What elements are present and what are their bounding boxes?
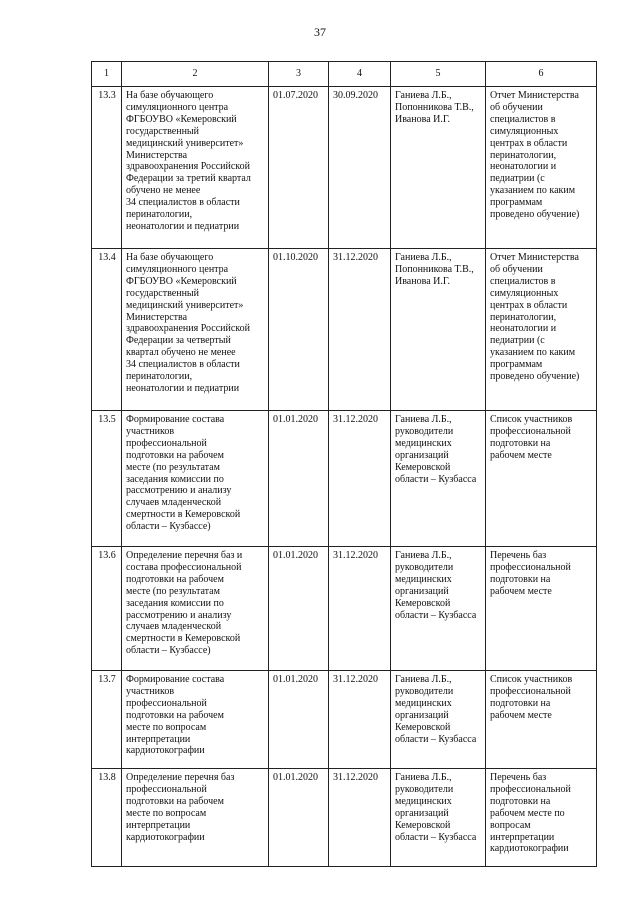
page-number: 37 <box>314 25 326 39</box>
row-end-date: 30.09.2020 <box>329 87 391 249</box>
row-result: Отчет Министерства об обучении специалистов в симуляционных центрах в области перинатологии, неонатологии и педиатрии (с указанием по каким программам проведено обучение) <box>486 249 597 411</box>
row-start-date: 01.01.2020 <box>269 671 329 769</box>
row-end-date: 31.12.2020 <box>329 769 391 867</box>
row-start-date: 01.01.2020 <box>269 547 329 671</box>
row-result: Список участников профессиональной подготовки на рабочем месте <box>486 671 597 769</box>
row-responsible: Ганиева Л.Б., Попонникова Т.В., Иванова И.Г. <box>391 87 486 249</box>
row-number: 13.5 <box>92 411 122 547</box>
table-row <box>92 671 597 769</box>
row-start-date: 01.01.2020 <box>269 411 329 547</box>
row-description: На базе обучающего симуляционного центра ФГБОУВО «Кемеровский государственный медицинский университет» Министерства здравоохранения Российской Федерации за третий квартал обучено не менее 34 специалистов в области перинатологии, неонатологии и педиатрии <box>122 87 269 249</box>
row-start-date: 01.01.2020 <box>269 769 329 867</box>
column-header: 4 <box>329 62 391 87</box>
row-result: Список участников профессиональной подготовки на рабочем месте <box>486 411 597 547</box>
row-result: Перечень баз профессиональной подготовки на рабочем месте <box>486 547 597 671</box>
column-header: 3 <box>269 62 329 87</box>
column-header: 6 <box>486 62 597 87</box>
row-description: Формирование состава участников профессиональной подготовки на рабочем месте (по результатам заседания комиссии по рассмотрению и анализу случаев младенческой смертности в Кемеровской области – Кузбассе) <box>122 411 269 547</box>
table-row <box>92 87 597 249</box>
row-responsible: Ганиева Л.Б., руководители медицинских организаций Кемеровской области – Кузбасса <box>391 671 486 769</box>
row-result: Отчет Министерства об обучении специалистов в симуляционных центрах в области перинатологии, неонатологии и педиатрии (с указанием по каким программам проведено обучение) <box>486 87 597 249</box>
column-header: 2 <box>122 62 269 87</box>
row-number: 13.6 <box>92 547 122 671</box>
plan-table <box>91 61 597 867</box>
row-description: Определение перечня баз профессиональной подготовки на рабочем месте по вопросам интерпретации кардиотокографии <box>122 769 269 867</box>
row-responsible: Ганиева Л.Б., руководители медицинских организаций Кемеровской области – Кузбасса <box>391 547 486 671</box>
row-start-date: 01.10.2020 <box>269 249 329 411</box>
row-responsible: Ганиева Л.Б., Попонникова Т.В., Иванова И.Г. <box>391 249 486 411</box>
column-header: 5 <box>391 62 486 87</box>
row-number: 13.7 <box>92 671 122 769</box>
row-responsible: Ганиева Л.Б., руководители медицинских организаций Кемеровской области – Кузбасса <box>391 411 486 547</box>
row-number: 13.8 <box>92 769 122 867</box>
column-header: 1 <box>92 62 122 87</box>
table-row <box>92 411 597 547</box>
row-end-date: 31.12.2020 <box>329 411 391 547</box>
row-description: Определение перечня баз и состава профессиональной подготовки на рабочем месте (по результатам заседания комиссии по рассмотрению и анализу случаев младенческой смертности в Кемеровской области – Кузбассе) <box>122 547 269 671</box>
row-end-date: 31.12.2020 <box>329 547 391 671</box>
row-end-date: 31.12.2020 <box>329 671 391 769</box>
row-description: На базе обучающего симуляционного центра ФГБОУВО «Кемеровский государственный медицинский университет» Министерства здравоохранения Российской Федерации за четвертый квартал обучено не менее 34 специалистов в области перинатологии, неонатологии и педиатрии <box>122 249 269 411</box>
table-row <box>92 547 597 671</box>
row-responsible: Ганиева Л.Б., руководители медицинских организаций Кемеровской области – Кузбасса <box>391 769 486 867</box>
row-end-date: 31.12.2020 <box>329 249 391 411</box>
table-row <box>92 769 597 867</box>
table-header-row <box>92 62 597 87</box>
table-row <box>92 249 597 411</box>
row-result: Перечень баз профессиональной подготовки на рабочем месте по вопросам интерпретации кардиотокографии <box>486 769 597 867</box>
row-description: Формирование состава участников профессиональной подготовки на рабочем месте по вопросам интерпретации кардиотокографии <box>122 671 269 769</box>
row-number: 13.4 <box>92 249 122 411</box>
row-start-date: 01.07.2020 <box>269 87 329 249</box>
row-number: 13.3 <box>92 87 122 249</box>
